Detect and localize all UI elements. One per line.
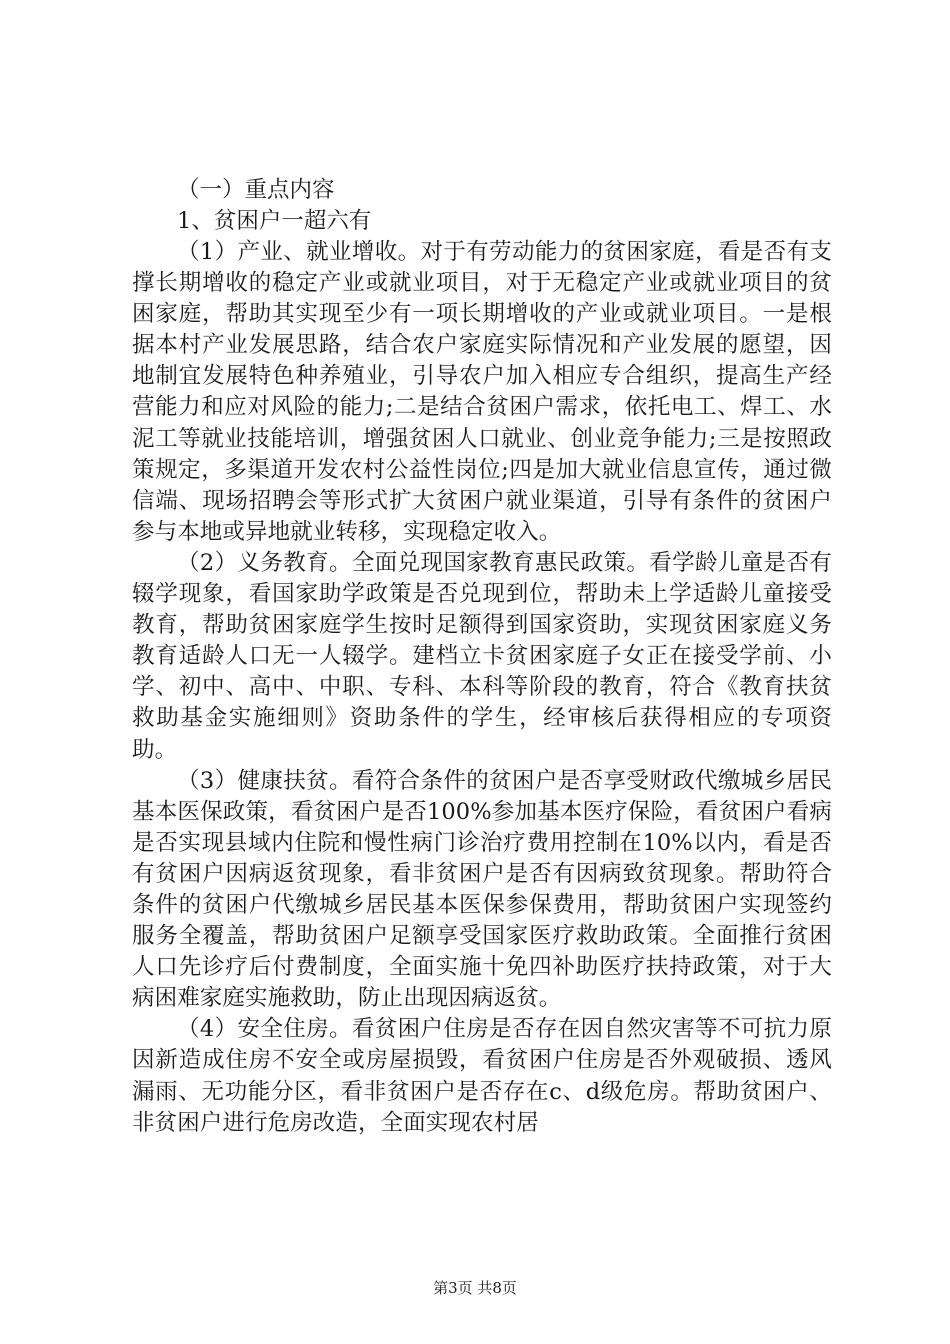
paragraph-industry-employment: （1）产业、就业增收。对于有劳动能力的贫困家庭，看是否有支撑长期增收的稳定产业或就业项目，对于无稳定产业或就业项目的贫困家庭，帮助其实现至少有一项长期增收的产业或就业项目。一是根据本村产业发展思路，结合农户家庭实际情况和产业发展的愿望，因地制宜发展特色种养殖业，引导农户加入相应专合组织，提高生产经营能力和应对风险的能力;二是结合贫困户需求，依托电工、焊工、水泥工等就业技能培训，增强贫困人口就业、创业竞争能力;三是按照政策规定，多渠道开发农村公益性岗位;四是加大就业信息宣传，通过微信端、现场招聘会等形式扩大贫困户就业渠道，引导有条件的贫困户参与本地或异地就业转移，实现稳定收入。 <box>132 239 832 545</box>
paragraph-compulsory-education: （2）义务教育。全面兑现国家教育惠民政策。看学龄儿童是否有辍学现象，看国家助学政策是否兑现到位，帮助未上学适龄儿童接受教育，帮助贫困家庭学生按时足额得到国家资助，实现贫困家庭义务教育适龄人口无一人辍学。建档立卡贫困家庭子女正在接受学前、小学、初中、高中、中职、专科、本科等阶段的教育，符合《教育扶贫救助基金实施细则》资助条件的学生，经审核后获得相应的专项资助。 <box>132 549 832 763</box>
paragraph-safe-housing: （4）安全住房。看贫困户住房是否存在因自然灾害等不可抗力原因新造成住房不安全或房屋损毁，看贫困户住房是否外观破损、透风漏雨、无功能分区，看非贫困户是否存在c、d级危房。帮助贫困户、非贫困户进行危房改造，全面实现农村居 <box>132 1016 832 1136</box>
paragraph-health-poverty-relief: （3）健康扶贫。看符合条件的贫困户是否享受财政代缴城乡居民基本医保政策，看贫困户是否100%参加基本医疗保险，看贫困户看病是否实现县域内住院和慢性病门诊治疗费用控制在10%以内，看是否有贫困户因病返贫现象，看非贫困户是否有因病致贫现象。帮助符合条件的贫困户代缴城乡居民基本医保参保费用，帮助贫困户实现签约服务全覆盖，帮助贫困户足额享受国家医疗救助政策。全面推行贫困人口先诊疗后付费制度，全面实施十免四补助医疗扶持政策，对于大病困难家庭实施救助，防止出现因病返贫。 <box>132 767 832 1012</box>
section-heading: （一）重点内容 <box>177 177 335 203</box>
page-number-footer: 第3页 共8页 <box>433 1279 517 1297</box>
subheading: 1、贫困户一超六有 <box>177 208 372 234</box>
document-body <box>132 175 832 1139</box>
